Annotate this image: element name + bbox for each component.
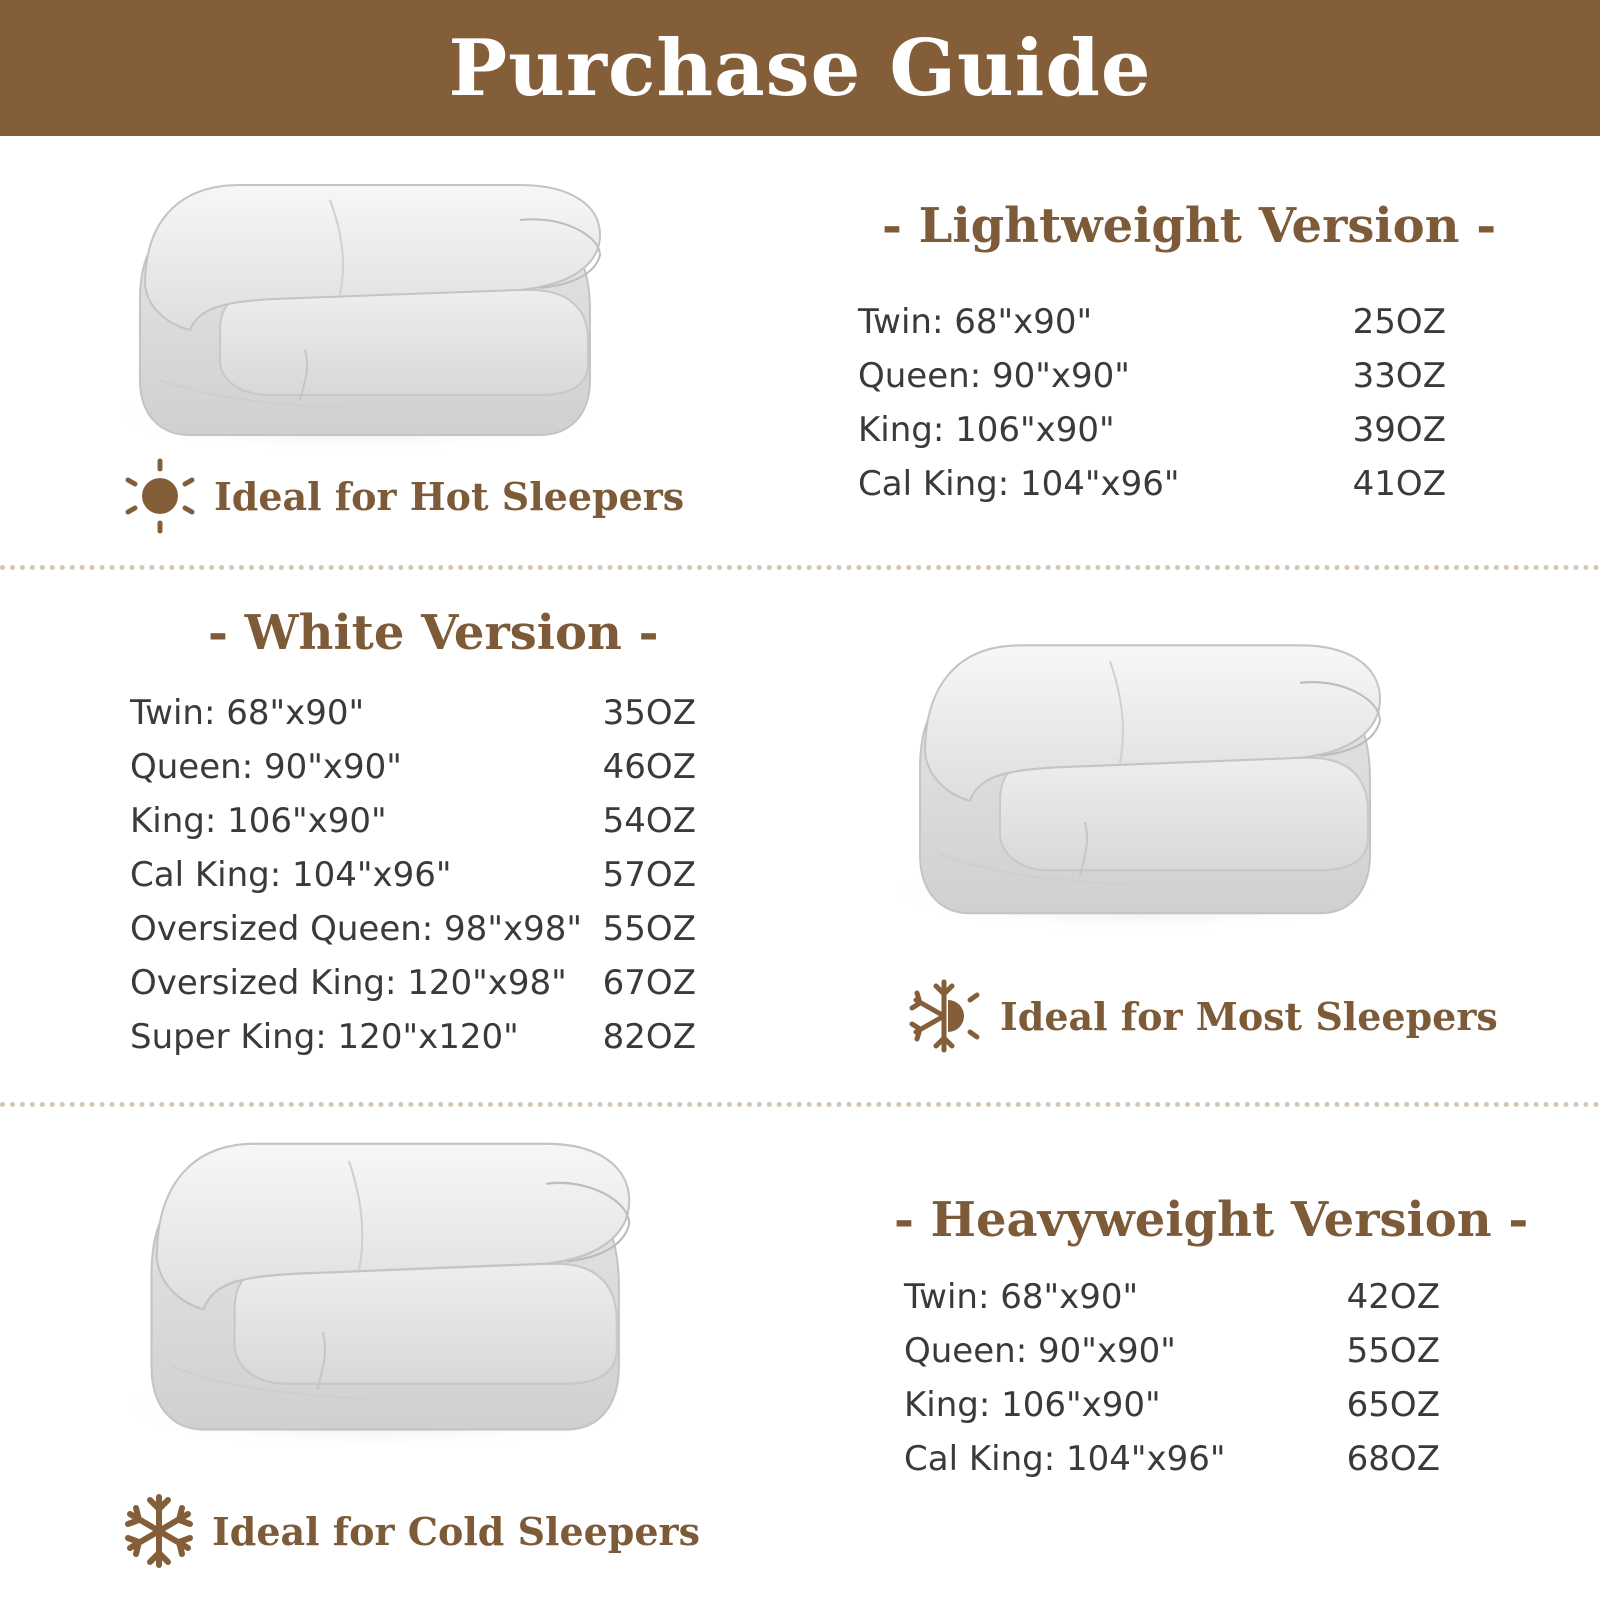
weight-value: 35OZ xyxy=(602,693,696,733)
snowflake-icon xyxy=(122,1492,196,1570)
divider xyxy=(0,565,1600,570)
table-row xyxy=(130,902,696,956)
lightweight-title: - Lightweight Version - xyxy=(882,198,1497,254)
cold-sleepers-badge xyxy=(122,1492,700,1570)
weight-value: 41OZ xyxy=(1352,464,1446,504)
table-row xyxy=(904,1270,1440,1324)
heavyweight-size-table xyxy=(904,1270,1440,1486)
weight-value: 33OZ xyxy=(1352,356,1446,396)
table-row xyxy=(130,1010,696,1064)
lightweight-comforter-image xyxy=(100,180,620,460)
weight-value: 25OZ xyxy=(1352,302,1446,342)
size-label: Queen: 90"x90" xyxy=(130,747,402,787)
size-label: Queen: 90"x90" xyxy=(904,1331,1176,1371)
sun-icon xyxy=(122,458,198,534)
size-label: Cal King: 104"x96" xyxy=(130,855,452,895)
size-label: Super King: 120"x120" xyxy=(130,1017,519,1057)
size-label: Cal King: 104"x96" xyxy=(858,464,1180,504)
table-row xyxy=(904,1324,1440,1378)
table-row xyxy=(858,457,1446,511)
weight-value: 46OZ xyxy=(602,747,696,787)
size-label: King: 106"x90" xyxy=(904,1385,1161,1425)
size-label: Cal King: 104"x96" xyxy=(904,1439,1226,1479)
weight-value: 57OZ xyxy=(602,855,696,895)
white-comforter-image xyxy=(880,640,1400,940)
heavyweight-title: - Heavyweight Version - xyxy=(894,1192,1529,1248)
lightweight-size-table xyxy=(858,295,1446,511)
most-sleepers-label: Ideal for Most Sleepers xyxy=(1000,993,1498,1039)
table-row xyxy=(130,956,696,1010)
size-label: Oversized Queen: 98"x98" xyxy=(130,909,582,949)
size-label: Oversized King: 120"x98" xyxy=(130,963,567,1003)
hot-sleepers-badge xyxy=(122,458,684,534)
weight-value: 68OZ xyxy=(1346,1439,1440,1479)
weight-value: 39OZ xyxy=(1352,410,1446,450)
table-row xyxy=(130,686,696,740)
size-label: Twin: 68"x90" xyxy=(858,302,1093,342)
table-row xyxy=(130,794,696,848)
weight-value: 54OZ xyxy=(602,801,696,841)
table-row xyxy=(904,1432,1440,1486)
weight-value: 67OZ xyxy=(602,963,696,1003)
heavyweight-comforter-image xyxy=(110,1138,650,1458)
half-sun-snowflake-icon xyxy=(904,978,984,1054)
weight-value: 65OZ xyxy=(1346,1385,1440,1425)
divider xyxy=(0,1102,1600,1107)
size-label: King: 106"x90" xyxy=(130,801,387,841)
white-size-table xyxy=(130,686,696,1064)
table-row xyxy=(904,1378,1440,1432)
table-row xyxy=(858,349,1446,403)
white-title: - White Version - xyxy=(208,605,659,661)
table-row xyxy=(130,740,696,794)
table-row xyxy=(858,403,1446,457)
size-label: Queen: 90"x90" xyxy=(858,356,1130,396)
table-row xyxy=(130,848,696,902)
cold-sleepers-label: Ideal for Cold Sleepers xyxy=(212,1508,700,1554)
most-sleepers-badge xyxy=(904,978,1498,1054)
weight-value: 42OZ xyxy=(1346,1277,1440,1317)
table-row xyxy=(858,295,1446,349)
weight-value: 55OZ xyxy=(1346,1331,1440,1371)
page-title: Purchase Guide xyxy=(448,22,1152,114)
size-label: King: 106"x90" xyxy=(858,410,1115,450)
page-header xyxy=(0,0,1600,136)
hot-sleepers-label: Ideal for Hot Sleepers xyxy=(214,473,685,519)
size-label: Twin: 68"x90" xyxy=(904,1277,1139,1317)
weight-value: 55OZ xyxy=(602,909,696,949)
weight-value: 82OZ xyxy=(602,1017,696,1057)
size-label: Twin: 68"x90" xyxy=(130,693,365,733)
